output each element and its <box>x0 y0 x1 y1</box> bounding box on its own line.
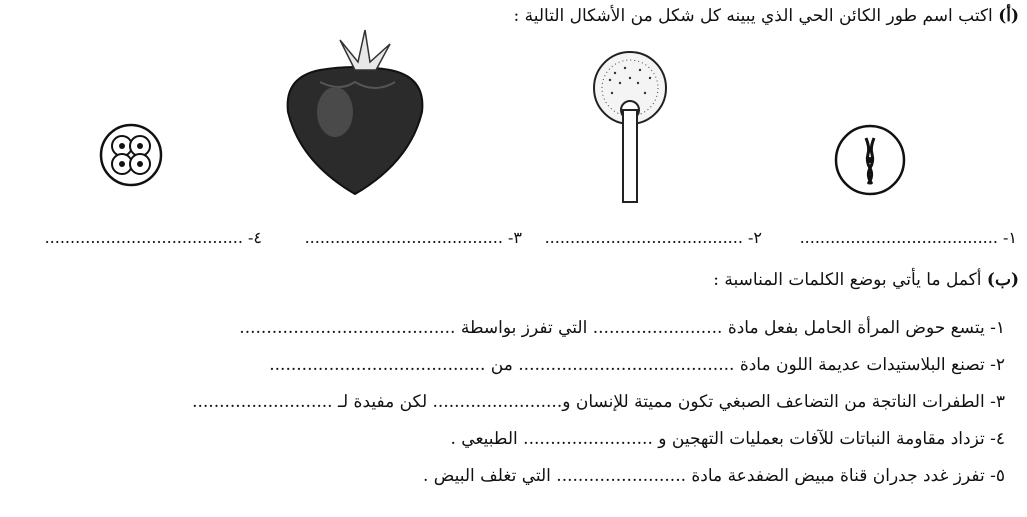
part-b-item-4: ٤- تزداد مقاومة النباتات للآفات بعمليات التهجين و ........................ الطبيعي . <box>450 429 1005 449</box>
answer-blank-1[interactable]: ١- ....................................... <box>799 228 1017 247</box>
four-cell-embryo-icon <box>98 122 164 192</box>
chromosome-cell-icon <box>830 120 910 204</box>
part-b-instruction: أكمل ما يأتي بوضع الكلمات المناسبة : <box>713 270 982 290</box>
part-a-heading <box>513 4 1019 28</box>
part-a-instruction: اكتب اسم طور الكائن الحي الذي يبينه كل شكل من الأشكال التالية : <box>513 6 993 26</box>
part-b-item-1: ١- يتسع حوض المرأة الحامل بفعل مادة ........................ التي تفرز بواسطة ........................................ <box>239 318 1005 338</box>
part-b-item-2: ٢- تصنع البلاستيدات عديمة اللون مادة ........................................ من ........................................ <box>269 355 1005 375</box>
answer-blank-2[interactable]: ٢- ....................................... <box>544 228 762 247</box>
germinating-pollen-grain-icon <box>590 48 670 212</box>
answer-blank-4[interactable]: ٤- ....................................... <box>44 228 262 247</box>
part-a-label: (أ) <box>998 6 1019 26</box>
answer-blank-3[interactable]: ٣- ....................................... <box>304 228 522 247</box>
part-b-item-3: ٣- الطفرات الناتجة من التضاعف الصبغي تكون مميتة للإنسان و........................ لكن مفيدة لـ .......................... <box>192 392 1005 412</box>
strawberry-fruit-icon <box>280 22 430 206</box>
part-b-item-5: ٥- تفرز غدد جدران قناة مبيض الضفدعة مادة ........................ التي تغلف البيض . <box>422 466 1005 486</box>
part-b-label: (ب) <box>986 270 1019 290</box>
part-b-heading <box>713 268 1019 292</box>
